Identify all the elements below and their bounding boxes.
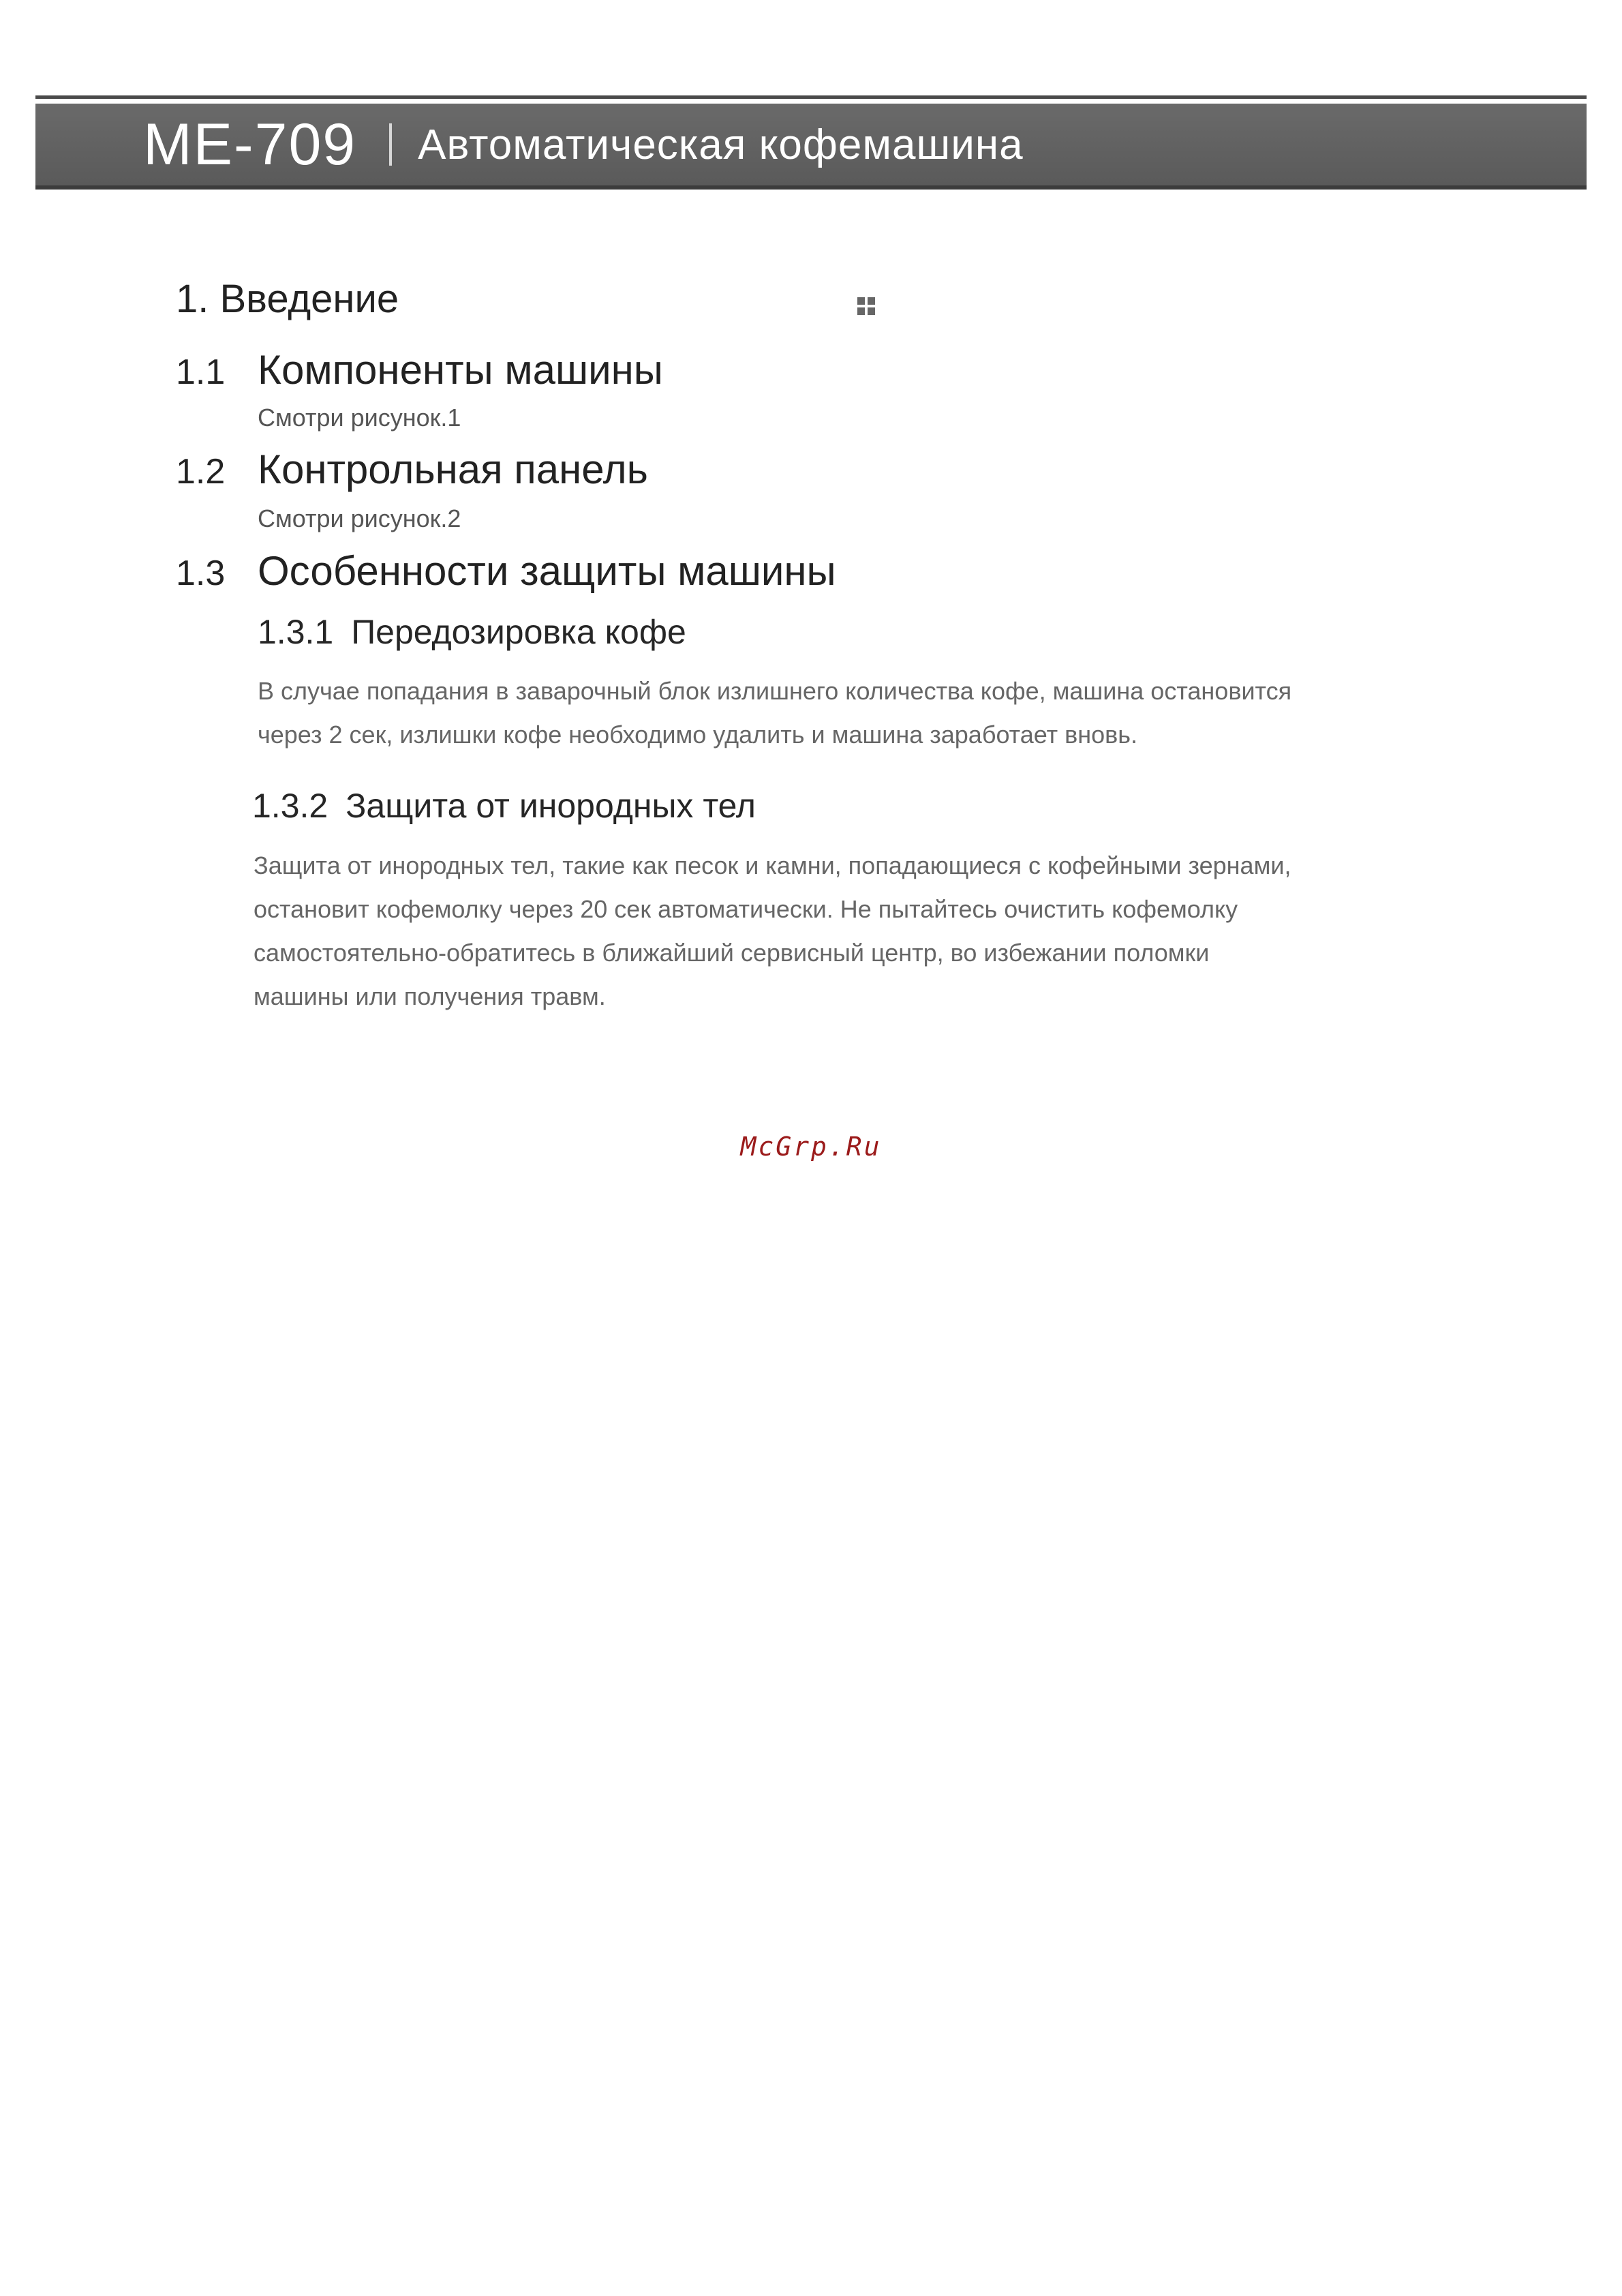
section-1-2-note: Смотри рисунок.2 (258, 504, 461, 532)
header-top-rule (35, 95, 1587, 99)
section-1-3-heading (176, 547, 836, 594)
header-separator (389, 123, 392, 166)
section-1-1-note: Смотри рисунок.1 (258, 404, 461, 432)
section-title: Передозировка кофе (351, 613, 686, 651)
paragraph-line: остановит кофемолку через 20 сек автоматически. Не пытайтесь очистить кофемолку (254, 895, 1238, 923)
section-title: Компоненты машины (258, 347, 663, 393)
section-number: 1.3.1 (258, 613, 334, 651)
section-1-1-heading (176, 346, 663, 393)
section-1-3-1-heading (258, 612, 686, 652)
section-title: Защита от инородных тел (346, 787, 756, 825)
product-title: Автоматическая кофемашина (418, 121, 1024, 168)
section-1-3-2-paragraph (254, 844, 1467, 1018)
model-name: ME-709 (143, 111, 357, 177)
section-1-3-1-paragraph (258, 669, 1471, 757)
section-number: 1.3 (176, 554, 226, 593)
section-1-3-2-heading (252, 786, 756, 826)
paragraph-line: Защита от инородных тел, такие как песок и камни, попадающиеся с кофейными зернами, (254, 851, 1291, 879)
grid-icon (857, 297, 875, 315)
section-number: 1.3.2 (252, 787, 328, 825)
paragraph-line: машины или получения травм. (254, 982, 606, 1010)
watermark-link[interactable]: McGrp.Ru (740, 1132, 882, 1162)
section-title: Особенности защиты машины (258, 548, 836, 594)
paragraph-line: самостоятельно-обратитесь в ближайший сервисный центр, во избежании поломки (254, 939, 1210, 967)
section-title: Контрольная панель (258, 447, 648, 492)
page-header (35, 104, 1587, 190)
section-number: 1.2 (176, 452, 226, 492)
section-number: 1.1 (176, 352, 226, 392)
section-1-2-heading (176, 446, 648, 493)
paragraph-line: В случае попадания в заварочный блок излишнего количества кофе, машина остановится (258, 677, 1292, 705)
section-intro-heading: 1. Введение (176, 277, 399, 321)
paragraph-line: через 2 сек, излишки кофе необходимо удалить и машина заработает вновь. (258, 721, 1138, 749)
